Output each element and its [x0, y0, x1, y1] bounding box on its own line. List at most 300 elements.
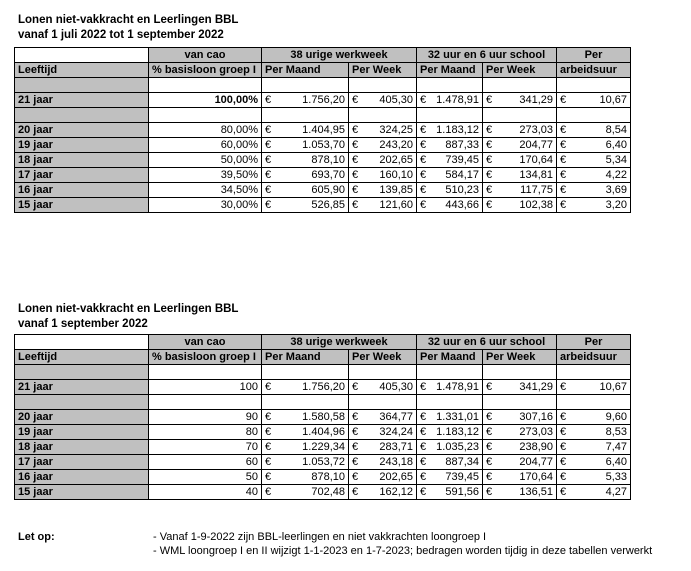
euro-sign: € [560, 94, 567, 106]
age-label: 20 jaar [15, 410, 149, 425]
per-arbeidsuur: 10,67 [599, 381, 627, 393]
per-arbeidsuur: 8,54 [605, 124, 627, 136]
per-week-38 [349, 93, 417, 108]
per-week-38 [349, 425, 417, 440]
per-maand-32: 739,45 [445, 471, 479, 483]
per-week-32: 170,64 [519, 154, 553, 166]
per-maand-32 [417, 93, 483, 108]
spacer-cell [417, 108, 483, 123]
per-maand-38: 1.404,96 [302, 426, 345, 438]
per-arbeidsuur [557, 425, 631, 440]
per-maand-32 [417, 198, 483, 213]
per-week-32: 204,77 [519, 456, 553, 468]
header-38-urige-werkweek: 38 urige werkweek [262, 335, 417, 350]
per-maand-32 [417, 138, 483, 153]
per-maand-32 [417, 183, 483, 198]
per-arbeidsuur [557, 380, 631, 395]
per-week-38: 324,24 [379, 426, 413, 438]
table-row [15, 93, 631, 108]
age-label: 20 jaar [15, 123, 149, 138]
spacer-row [15, 365, 631, 380]
per-week-32: 273,03 [519, 124, 553, 136]
age-label: 19 jaar [15, 138, 149, 153]
per-arbeidsuur [557, 123, 631, 138]
per-week-38: 283,71 [379, 441, 413, 453]
per-week-38 [349, 380, 417, 395]
euro-sign: € [352, 124, 359, 136]
euro-sign: € [352, 184, 359, 196]
header-38-urige-werkweek: 38 urige werkweek [262, 48, 417, 63]
spacer-row [15, 78, 631, 93]
per-week-32: 238,90 [519, 441, 553, 453]
per-week-38: 243,18 [379, 456, 413, 468]
percentage: 40 [149, 485, 262, 500]
euro-sign: € [265, 184, 272, 196]
header-blank [15, 48, 149, 63]
euro-sign: € [560, 441, 567, 453]
per-maand-32 [417, 455, 483, 470]
per-maand-32 [417, 380, 483, 395]
age-label: 21 jaar [15, 380, 149, 395]
euro-sign: € [265, 94, 272, 106]
spacer-cell [483, 78, 557, 93]
percentage: 70 [149, 440, 262, 455]
per-week-32 [483, 183, 557, 198]
age-label: 16 jaar [15, 183, 149, 198]
euro-sign: € [352, 411, 359, 423]
euro-sign: € [560, 154, 567, 166]
per-week-38 [349, 153, 417, 168]
per-week-38: 121,60 [379, 199, 413, 211]
header-per-maand-32: Per Maand [417, 63, 483, 78]
spacer-cell [349, 395, 417, 410]
per-arbeidsuur [557, 138, 631, 153]
spacer-cell [15, 365, 149, 380]
euro-sign: € [486, 184, 493, 196]
per-maand-38: 1.756,20 [302, 381, 345, 393]
euro-sign: € [420, 411, 427, 423]
per-maand-38: 526,85 [311, 199, 345, 211]
euro-sign: € [420, 456, 427, 468]
per-arbeidsuur [557, 93, 631, 108]
per-week-32: 117,75 [520, 184, 553, 196]
note-line-1: - Vanaf 1-9-2022 zijn BBL-leerlingen en niet vakkrachten loongroep I [153, 531, 487, 543]
per-maand-38: 605,90 [311, 184, 345, 196]
per-maand-32: 591,56 [445, 486, 479, 498]
per-maand-32: 739,45 [445, 154, 479, 166]
per-arbeidsuur [557, 470, 631, 485]
per-week-38: 405,30 [379, 94, 413, 106]
per-week-32 [483, 198, 557, 213]
per-maand-32: 443,66 [445, 199, 479, 211]
per-maand-32: 887,34 [445, 456, 479, 468]
per-week-38: 160,10 [379, 169, 413, 181]
euro-sign: € [560, 411, 567, 423]
table-row [15, 485, 631, 500]
euro-sign: € [486, 381, 493, 393]
euro-sign: € [420, 426, 427, 438]
euro-sign: € [560, 486, 567, 498]
spacer-cell [417, 78, 483, 93]
per-arbeidsuur: 6,40 [605, 139, 627, 151]
euro-sign: € [560, 169, 567, 181]
per-maand-38: 1.053,70 [302, 139, 345, 151]
per-week-38 [349, 123, 417, 138]
euro-sign: € [265, 139, 272, 151]
header-per-week-38: Per Week [349, 63, 417, 78]
euro-sign: € [352, 139, 359, 151]
per-week-32 [483, 440, 557, 455]
header-leeftijd: Leeftijd [15, 350, 149, 365]
per-week-32: 204,77 [519, 139, 553, 151]
per-week-32 [483, 138, 557, 153]
euro-sign: € [420, 381, 427, 393]
per-week-38 [349, 198, 417, 213]
euro-sign: € [352, 169, 359, 181]
per-maand-38: 1.053,72 [302, 456, 345, 468]
euro-sign: € [265, 124, 272, 136]
per-arbeidsuur [557, 485, 631, 500]
per-maand-32: 887,33 [445, 139, 479, 151]
table1-subtitle: vanaf 1 juli 2022 tot 1 september 2022 [18, 29, 224, 41]
per-maand-38 [262, 410, 349, 425]
percentage: 100 [149, 380, 262, 395]
spacer-cell [483, 365, 557, 380]
table-row [15, 410, 631, 425]
euro-sign: € [265, 199, 272, 211]
per-maand-38: 878,10 [311, 471, 345, 483]
per-arbeidsuur [557, 168, 631, 183]
euro-sign: € [486, 471, 493, 483]
euro-sign: € [352, 199, 359, 211]
per-week-38: 243,20 [379, 139, 413, 151]
per-arbeidsuur: 5,33 [605, 471, 627, 483]
per-week-32: 341,29 [519, 94, 553, 106]
header-row-1 [15, 48, 631, 63]
per-week-38 [349, 410, 417, 425]
spacer-cell [349, 108, 417, 123]
age-label: 18 jaar [15, 440, 149, 455]
table-row [15, 168, 631, 183]
euro-sign: € [265, 471, 272, 483]
per-arbeidsuur: 3,69 [605, 184, 627, 196]
header-per-maand-38: Per Maand [262, 63, 349, 78]
wage-table-2 [14, 334, 631, 500]
euro-sign: € [420, 94, 427, 106]
spacer-cell [15, 78, 149, 93]
euro-sign: € [265, 486, 272, 498]
age-label: 17 jaar [15, 455, 149, 470]
per-arbeidsuur: 9,60 [605, 411, 627, 423]
header-van-cao: van cao [149, 48, 262, 63]
table-row [15, 425, 631, 440]
euro-sign: € [560, 381, 567, 393]
per-week-38 [349, 470, 417, 485]
euro-sign: € [352, 426, 359, 438]
per-maand-38 [262, 168, 349, 183]
percentage: 39,50% [149, 168, 262, 183]
per-maand-38 [262, 485, 349, 500]
per-maand-38 [262, 425, 349, 440]
spacer-cell [349, 78, 417, 93]
per-week-38: 162,12 [379, 486, 413, 498]
per-week-38: 405,30 [379, 381, 413, 393]
per-week-32: 134,81 [519, 169, 553, 181]
per-maand-32 [417, 470, 483, 485]
per-maand-38: 702,48 [311, 486, 345, 498]
age-label: 21 jaar [15, 93, 149, 108]
spacer-cell [262, 108, 349, 123]
per-arbeidsuur: 5,34 [605, 154, 627, 166]
spacer-cell [417, 365, 483, 380]
spacer-cell [149, 78, 262, 93]
euro-sign: € [560, 426, 567, 438]
header-per: Per [557, 48, 631, 63]
per-arbeidsuur: 3,20 [605, 199, 627, 211]
per-week-32: 307,16 [519, 411, 553, 423]
per-week-32 [483, 93, 557, 108]
spacer-cell [262, 78, 349, 93]
note-line-2: - WML loongroep I en II wijzigt 1-1-2023 en 1-7-2023; bedragen worden tijdig in deze tabellen verwerkt [153, 545, 653, 557]
table2-subtitle: vanaf 1 september 2022 [18, 318, 148, 330]
euro-sign: € [420, 471, 427, 483]
euro-sign: € [486, 139, 493, 151]
per-maand-38 [262, 198, 349, 213]
per-maand-38: 1.229,34 [302, 441, 345, 453]
table2-title: Lonen niet-vakkracht en Leerlingen BBL [18, 303, 239, 315]
per-maand-38 [262, 93, 349, 108]
spacer-cell [557, 108, 631, 123]
per-arbeidsuur [557, 198, 631, 213]
per-week-38: 139,85 [379, 184, 413, 196]
euro-sign: € [265, 381, 272, 393]
spacer-cell [483, 395, 557, 410]
per-arbeidsuur: 4,27 [605, 486, 627, 498]
per-arbeidsuur [557, 183, 631, 198]
per-maand-32 [417, 485, 483, 500]
per-week-32: 170,64 [519, 471, 553, 483]
per-week-32: 273,03 [519, 426, 553, 438]
per-week-32 [483, 470, 557, 485]
table-row [15, 470, 631, 485]
per-week-32 [483, 425, 557, 440]
percentage: 34,50% [149, 183, 262, 198]
euro-sign: € [352, 471, 359, 483]
euro-sign: € [560, 184, 567, 196]
euro-sign: € [352, 456, 359, 468]
euro-sign: € [420, 169, 427, 181]
table-row [15, 455, 631, 470]
spacer-row [15, 395, 631, 410]
euro-sign: € [486, 124, 493, 136]
percentage: 80,00% [149, 123, 262, 138]
euro-sign: € [420, 486, 427, 498]
percentage: 60 [149, 455, 262, 470]
euro-sign: € [486, 154, 493, 166]
percentage: 30,00% [149, 198, 262, 213]
euro-sign: € [420, 154, 427, 166]
per-maand-38: 1.756,20 [302, 94, 345, 106]
table-row [15, 153, 631, 168]
table-row [15, 380, 631, 395]
per-maand-32: 510,23 [445, 184, 479, 196]
per-maand-38 [262, 123, 349, 138]
percentage: 50,00% [149, 153, 262, 168]
euro-sign: € [265, 426, 272, 438]
spacer-row [15, 108, 631, 123]
spacer-cell [262, 365, 349, 380]
percentage: 80 [149, 425, 262, 440]
per-maand-32 [417, 153, 483, 168]
spacer-cell [262, 395, 349, 410]
per-maand-32: 1.035,23 [436, 441, 479, 453]
euro-sign: € [560, 199, 567, 211]
table-row [15, 183, 631, 198]
euro-sign: € [420, 441, 427, 453]
header-per-week-38: Per Week [349, 350, 417, 365]
euro-sign: € [352, 94, 359, 106]
per-maand-38 [262, 440, 349, 455]
per-week-38: 364,77 [379, 411, 413, 423]
age-label: 17 jaar [15, 168, 149, 183]
per-arbeidsuur [557, 410, 631, 425]
per-maand-32: 1.183,12 [436, 124, 479, 136]
per-week-32 [483, 485, 557, 500]
notes-label: Let op: [18, 531, 55, 543]
per-week-38: 324,25 [379, 124, 413, 136]
header-van-cao: van cao [149, 335, 262, 350]
per-maand-32 [417, 168, 483, 183]
euro-sign: € [265, 441, 272, 453]
per-maand-38: 693,70 [311, 169, 345, 181]
euro-sign: € [265, 411, 272, 423]
per-maand-38: 878,10 [311, 154, 345, 166]
percentage: 90 [149, 410, 262, 425]
euro-sign: € [265, 456, 272, 468]
per-arbeidsuur [557, 455, 631, 470]
euro-sign: € [486, 426, 493, 438]
per-week-38 [349, 455, 417, 470]
per-week-38 [349, 440, 417, 455]
per-week-32 [483, 123, 557, 138]
euro-sign: € [560, 124, 567, 136]
header-per-week-32: Per Week [483, 350, 557, 365]
age-label: 16 jaar [15, 470, 149, 485]
euro-sign: € [420, 184, 427, 196]
percentage: 100,00% [149, 93, 262, 108]
spacer-cell [349, 365, 417, 380]
spacer-cell [149, 108, 262, 123]
euro-sign: € [352, 381, 359, 393]
per-maand-32 [417, 123, 483, 138]
per-arbeidsuur: 7,47 [605, 441, 627, 453]
age-label: 15 jaar [15, 198, 149, 213]
euro-sign: € [420, 124, 427, 136]
per-maand-32: 1.331,01 [436, 411, 479, 423]
header-arbeidsuur: arbeidsuur [557, 350, 631, 365]
per-arbeidsuur: 4,22 [605, 169, 627, 181]
per-maand-32 [417, 440, 483, 455]
per-week-32: 341,29 [519, 381, 553, 393]
euro-sign: € [560, 139, 567, 151]
header-leeftijd: Leeftijd [15, 63, 149, 78]
euro-sign: € [420, 139, 427, 151]
age-label: 15 jaar [15, 485, 149, 500]
header-basisloon: % basisloon groep I [149, 63, 262, 78]
header-per-maand-38: Per Maand [262, 350, 349, 365]
per-week-32 [483, 168, 557, 183]
per-week-38 [349, 138, 417, 153]
header-arbeidsuur: arbeidsuur [557, 63, 631, 78]
percentage: 50 [149, 470, 262, 485]
spacer-cell [557, 365, 631, 380]
spacer-cell [15, 395, 149, 410]
table-row [15, 138, 631, 153]
spacer-cell [417, 395, 483, 410]
spacer-cell [557, 395, 631, 410]
per-week-38 [349, 168, 417, 183]
euro-sign: € [265, 169, 272, 181]
header-blank [15, 335, 149, 350]
table1-title: Lonen niet-vakkracht en Leerlingen BBL [18, 14, 239, 26]
per-maand-32: 1.183,12 [436, 426, 479, 438]
per-arbeidsuur: 10,67 [599, 94, 627, 106]
per-maand-32: 1.478,91 [436, 381, 479, 393]
spacer-cell [149, 365, 262, 380]
spacer-cell [483, 108, 557, 123]
euro-sign: € [486, 441, 493, 453]
euro-sign: € [486, 486, 493, 498]
per-maand-32 [417, 425, 483, 440]
per-arbeidsuur [557, 153, 631, 168]
per-week-32: 102,38 [519, 199, 553, 211]
per-week-32: 136,51 [519, 486, 553, 498]
wage-table-1 [14, 47, 631, 213]
euro-sign: € [486, 169, 493, 181]
per-arbeidsuur: 6,40 [605, 456, 627, 468]
per-week-38 [349, 485, 417, 500]
age-label: 19 jaar [15, 425, 149, 440]
per-maand-32: 1.478,91 [436, 94, 479, 106]
table-row [15, 123, 631, 138]
per-maand-38: 1.404,95 [302, 124, 345, 136]
euro-sign: € [352, 486, 359, 498]
euro-sign: € [560, 456, 567, 468]
header-per: Per [557, 335, 631, 350]
per-week-38 [349, 183, 417, 198]
per-maand-38 [262, 138, 349, 153]
per-maand-32 [417, 410, 483, 425]
table-row [15, 198, 631, 213]
per-maand-38 [262, 470, 349, 485]
header-per-maand-32: Per Maand [417, 350, 483, 365]
per-maand-38 [262, 455, 349, 470]
header-32-uur: 32 uur en 6 uur school [417, 48, 557, 63]
percentage: 60,00% [149, 138, 262, 153]
euro-sign: € [486, 456, 493, 468]
per-maand-38 [262, 380, 349, 395]
header-32-uur: 32 uur en 6 uur school [417, 335, 557, 350]
euro-sign: € [352, 154, 359, 166]
per-week-32 [483, 153, 557, 168]
euro-sign: € [265, 154, 272, 166]
per-maand-38 [262, 153, 349, 168]
spacer-cell [149, 395, 262, 410]
euro-sign: € [560, 471, 567, 483]
per-arbeidsuur [557, 440, 631, 455]
per-week-38: 202,65 [379, 154, 413, 166]
per-arbeidsuur: 8,53 [605, 426, 627, 438]
